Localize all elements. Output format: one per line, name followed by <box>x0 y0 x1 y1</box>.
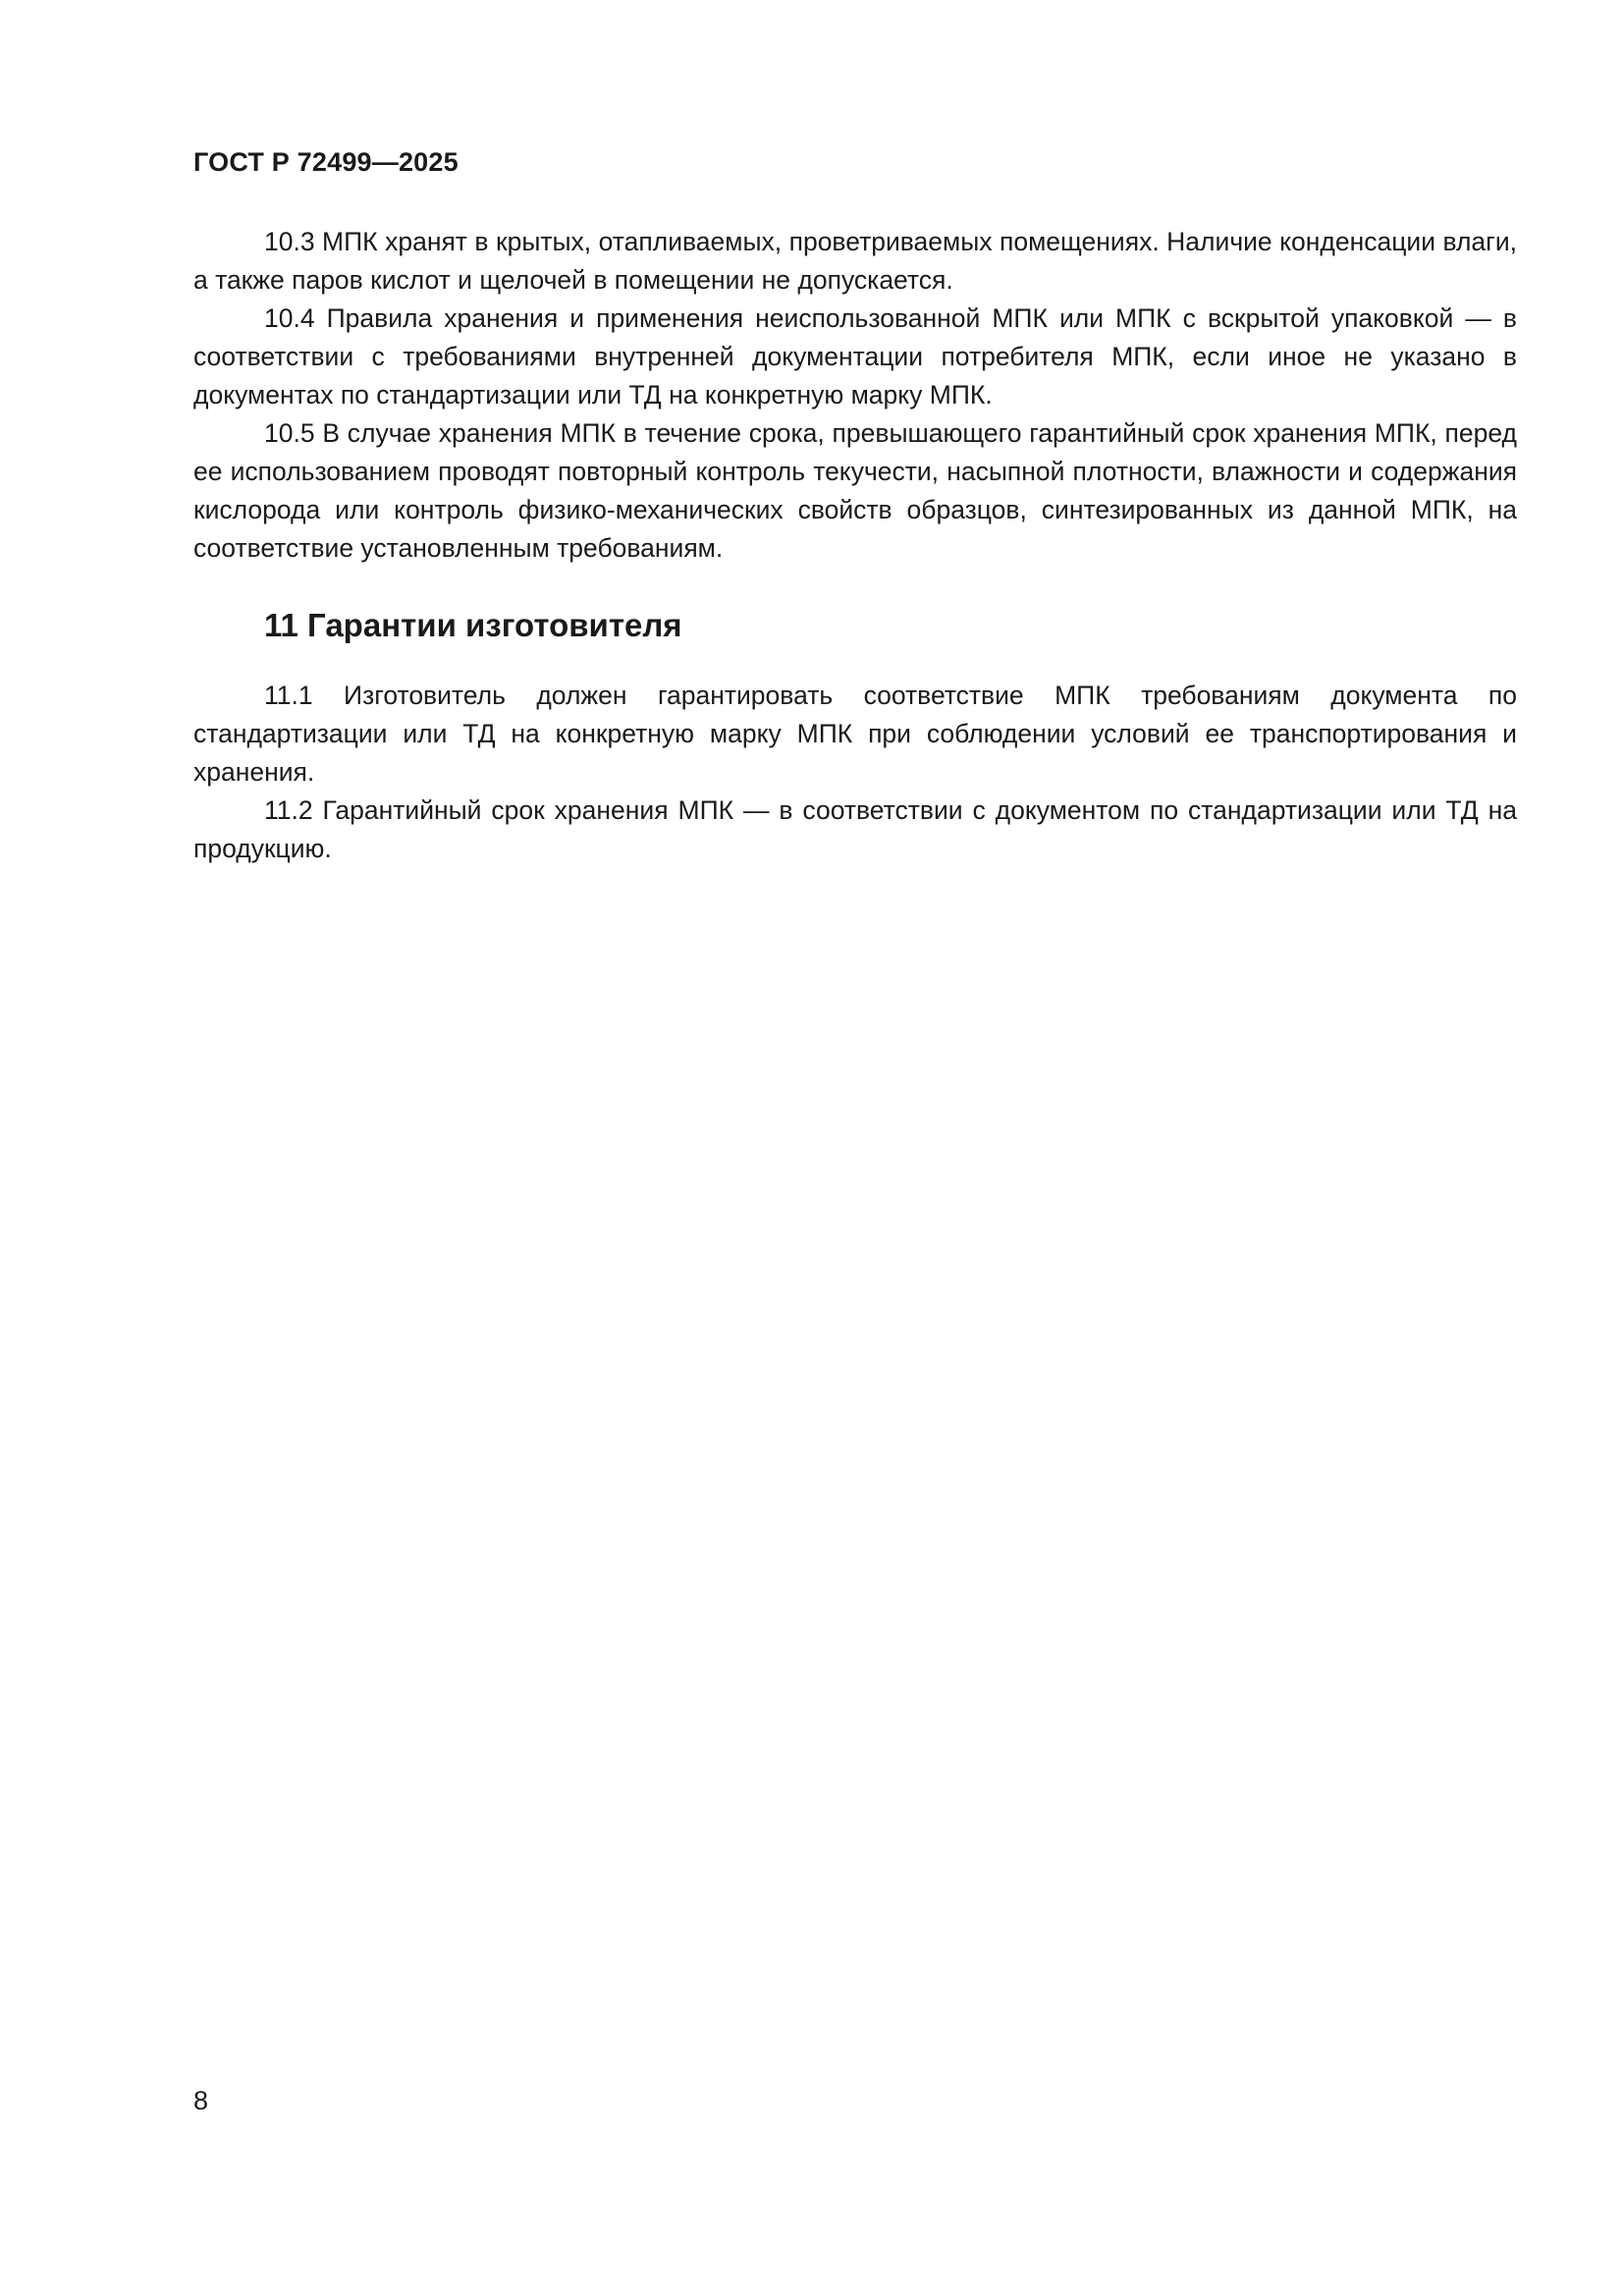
paragraph-11-1: 11.1 Изготовитель должен гарантировать соответствие МПК требованиям документа по стандартизации или ТД на конкретную марку МПК при соблюдении условий ее транспортирования и хранения. <box>193 681 1517 787</box>
section-11-heading: 11 Гарантии изготовителя <box>264 607 682 643</box>
paragraph-10-4: 10.4 Правила хранения и применения неиспользованной МПК или МПК с вскрытой упаковкой — в соответствии с требованиями внутренней документации потребителя МПК, если иное не указано в документах по стандартизации или ТД на конкретную марку МПК. <box>193 303 1517 410</box>
paragraph-10-5: 10.5 В случае хранения МПК в течение срока, превышающего гарантийный срок хранения МПК, перед ее использованием проводят повторный контроль текучести, насыпной плотности, влажности и содержания кислорода или контроль физико-механических свойств образцов, синтезированных из данной МПК, на соответствие установленным требованиям. <box>193 418 1517 563</box>
paragraph-11-2: 11.2 Гарантийный срок хранения МПК — в соответствии с документом по стандартизации или ТД на продукцию. <box>193 795 1517 863</box>
document-code-header: ГОСТ Р 72499—2025 <box>193 147 459 177</box>
paragraph-10-3: 10.3 МПК хранят в крытых, отапливаемых, проветриваемых помещениях. Наличие конденсации влаги, а также паров кислот и щелочей в помещении не допускается. <box>193 227 1517 295</box>
document-body <box>193 223 1517 868</box>
page-number: 8 <box>193 2086 209 2115</box>
